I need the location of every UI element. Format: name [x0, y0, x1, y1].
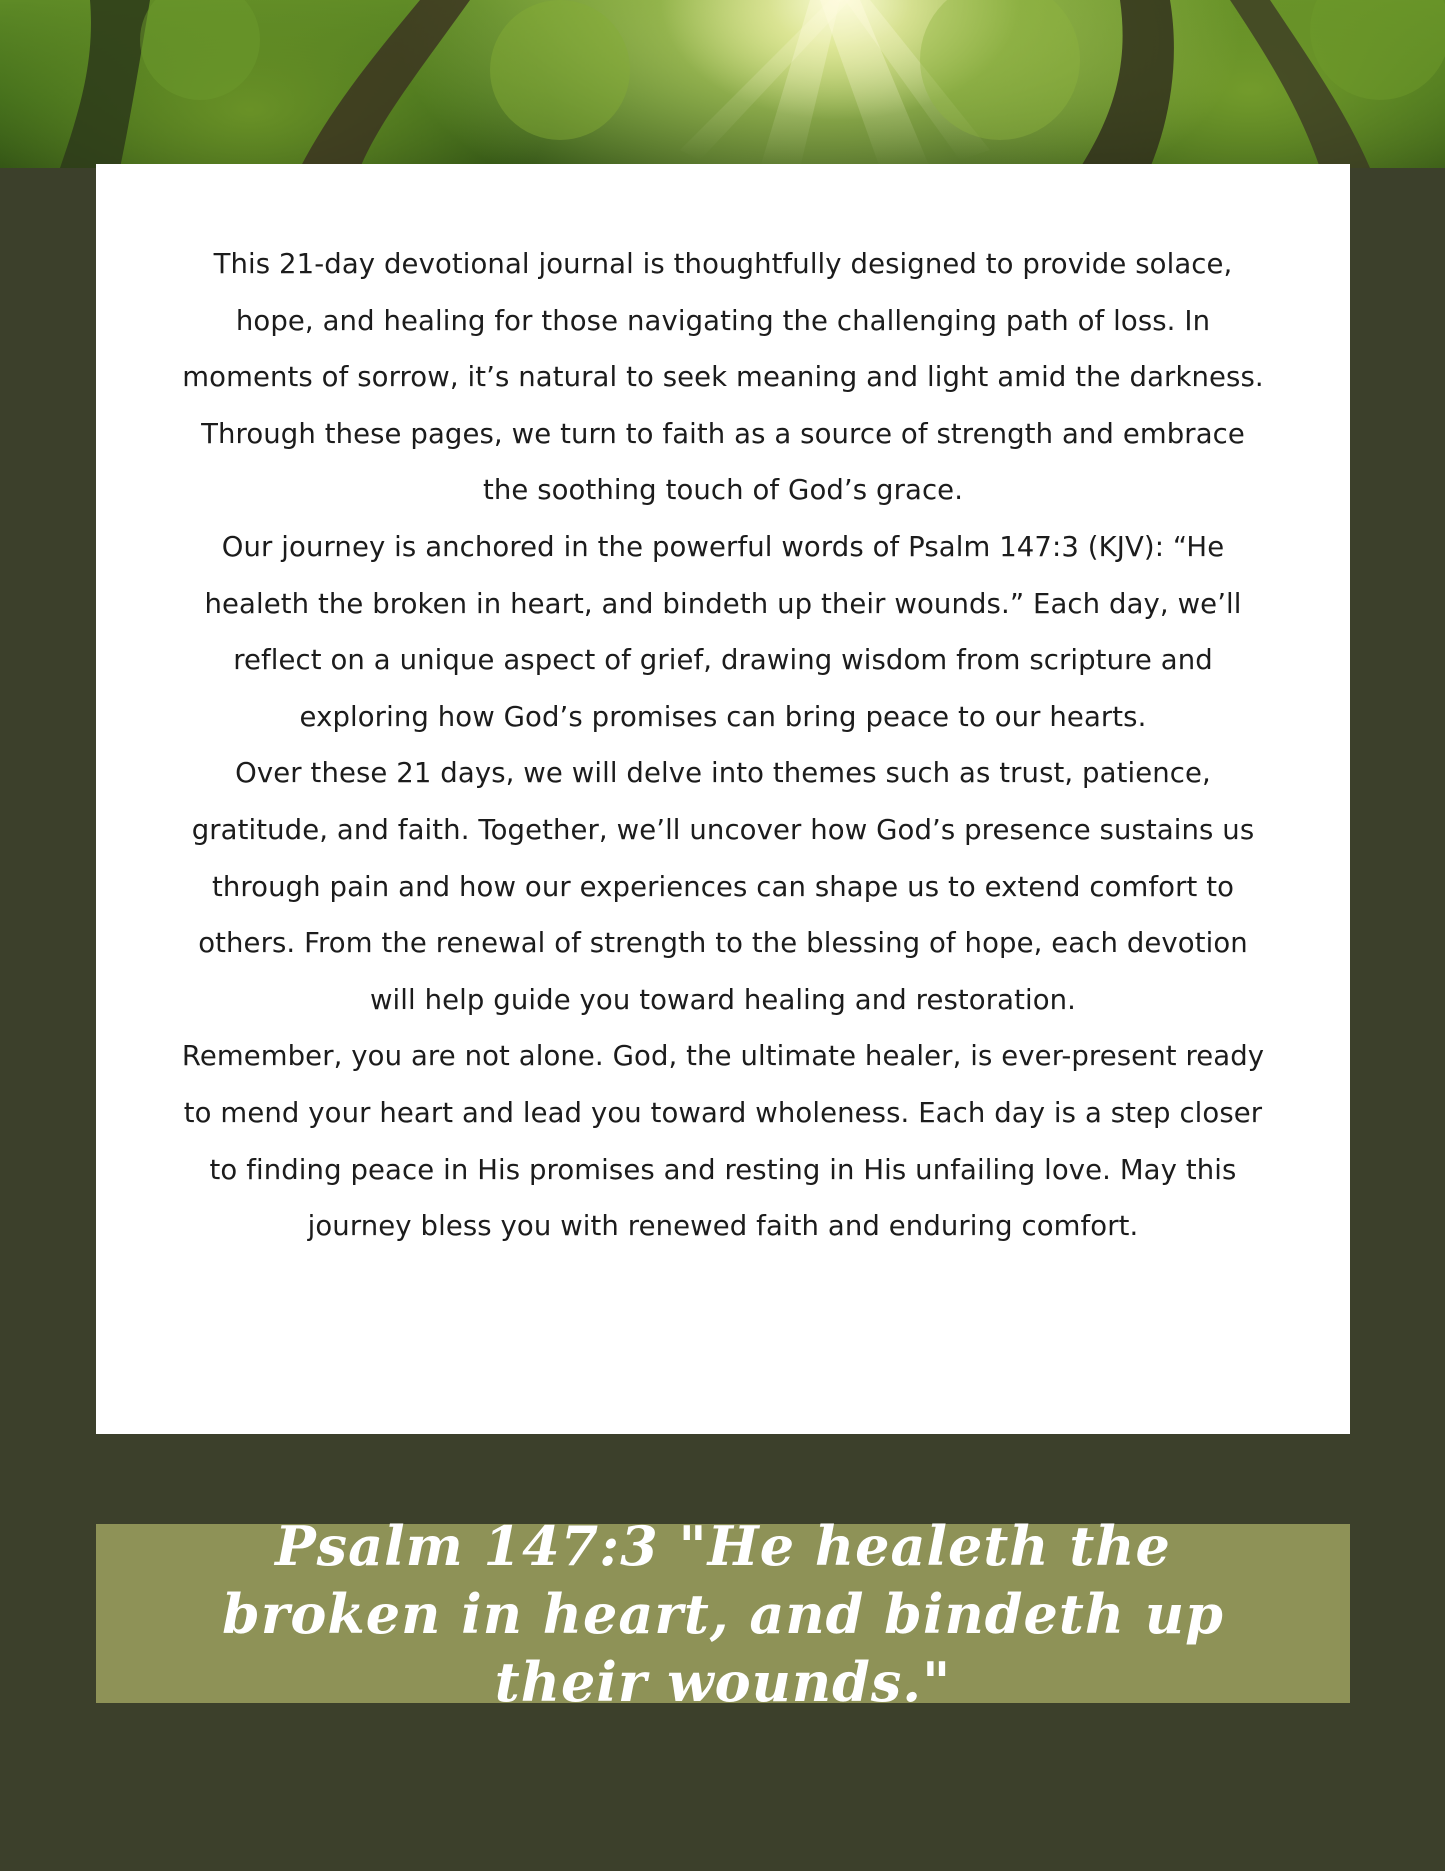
intro-card — [96, 164, 1350, 1434]
intro-paragraph-1: This 21-day devotional journal is thoughtfully designed to provide solace, hope, and healing for those navigating the challenging path of loss. In moments of sorrow, it’s natural to seek meaning and light amid the darkness. Through these pages, we turn to faith as a source of strength and embrace the soothing touch of God’s grace. — [182, 248, 1264, 507]
scripture-quote-banner — [96, 1513, 1350, 1714]
intro-paragraph-2: Our journey is anchored in the powerful words of Psalm 147:3 (KJV): “He healeth the broken in heart, and bindeth up their wounds.” Each day, we’ll reflect on a unique aspect of grief, drawing wisdom from scripture and exploring how God’s promises can bring peace to our hearts. — [204, 530, 1242, 733]
forest-canopy-image — [0, 0, 1445, 168]
forest-scene-icon — [0, 0, 1445, 168]
intro-text — [176, 236, 1270, 1255]
scripture-quote-text: Psalm 147:3 "He healeth the broken in heart, and bindeth up their wounds." — [222, 1513, 1224, 1714]
intro-paragraph-4: Remember, you are not alone. God, the ultimate healer, is ever-present ready to mend your heart and lead you toward wholeness. Each day is a step closer to finding peace in His promises and resting in His unfailing love. May this journey bless you with renewed faith and enduring comfort. — [181, 1040, 1265, 1243]
intro-paragraph-3: Over these 21 days, we will delve into themes such as trust, patience, gratitude, and faith. Together, we’ll uncover how God’s presence sustains us through pain and how our experiences can shape us to extend comfort to others. From the renewal of strength to the blessing of hope, each devotion will help guide you toward healing and restoration. — [191, 757, 1255, 1016]
